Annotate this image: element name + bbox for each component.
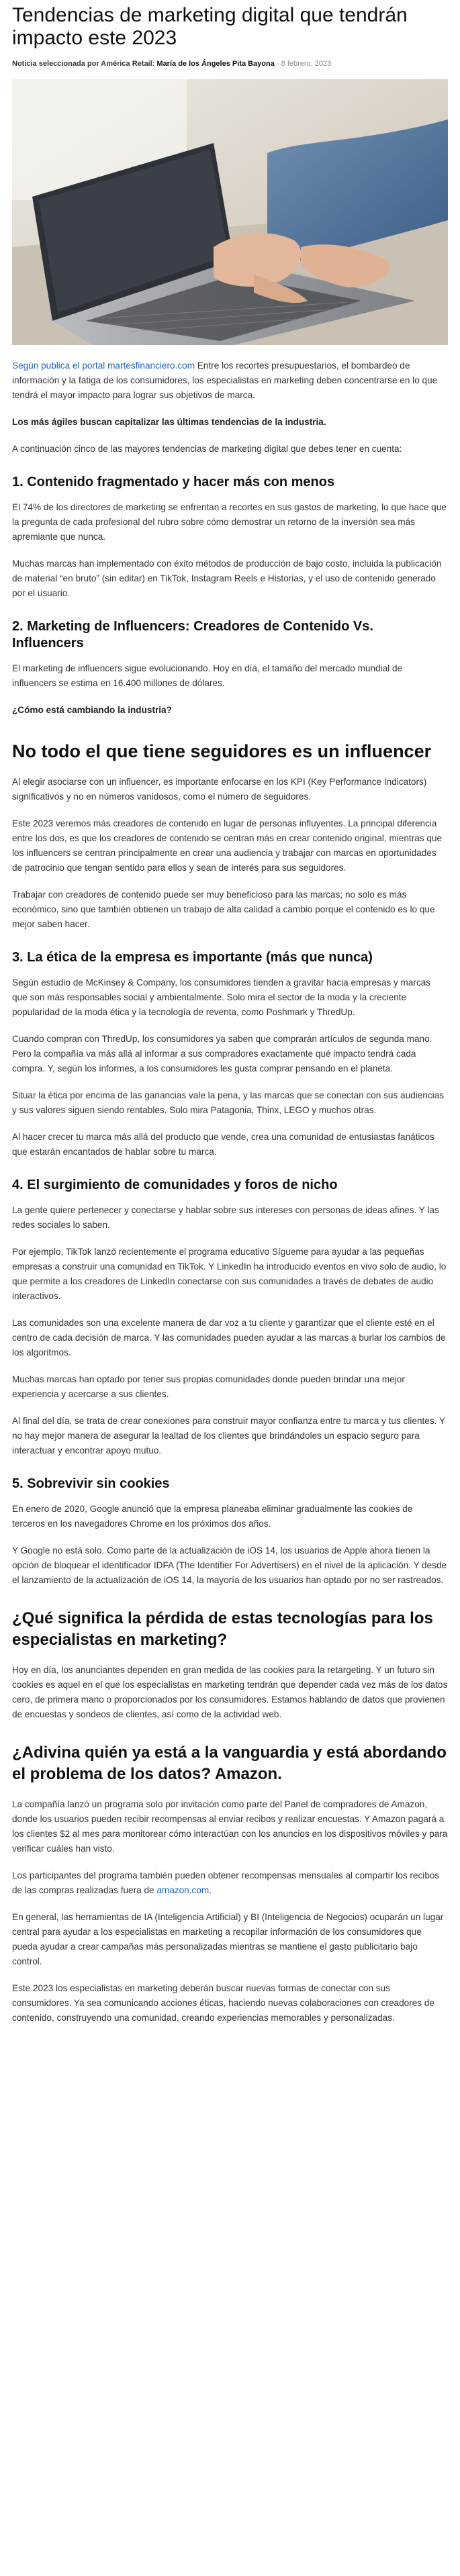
heading-section-5: 5. Sobrevivir sin cookies	[12, 1476, 170, 1491]
s2-p3: Este 2023 veremos más creadores de contenido en lugar de personas influyentes. La principal diferencia entre los dos, es que los creadores de contenido se centran más en crear contenido original, mientras que los influencers se centran principalmente en crear una audiencia y trabajar con marcas en oportunidades de patrocinio que tengan sentido para ellos y sean de interés para sus seguidores.	[12, 818, 443, 873]
s5-p5-end: .	[209, 1885, 212, 1895]
s5-p7: Este 2023 los especialistas en marketing deberán buscar nuevas formas de conectar con sus consumidores. Ya sea comunicando acciones éticas, haciendo nuevas colaboraciones con creadores de contenido, construyendo una comunidad, creando experiencias memorables y personalizadas.	[12, 1983, 434, 2023]
s5-p5-text: Los participantes del programa también pueden obtener recompensas mensuales al compartir los recibos de las compras realizadas fuera de	[12, 1870, 440, 1895]
s4-p5: Al final del día, se trata de crear conexiones para construir mayor confianza entre tu marca y tus clientes. Y no hay mejor manera de asegurar la lealtad de los clientes que brindándoles un espacio seguro para interactuar y encontrar apoyo mutuo.	[12, 1416, 445, 1456]
s1-p2: Muchas marcas han implementado con éxito métodos de producción de bajo costo, incluida la publicación de material “en bruto” (sin editar) en TikTok, Instagram Reels e Historias, y el uso de contenido generado por el usuario.	[12, 559, 442, 598]
intro-paragraph	[12, 359, 448, 403]
s3-p3: Situar la ética por encima de las ganancias vale la pena, y las marcas que se conectan con sus audiencias y sus valores siguen siendo rentables. Solo mira Patagonia, Thinx, LEGO y muchos otras.	[12, 1090, 445, 1115]
s5-p4: La compañía lanzó un programa solo por invitación como parte del Panel de compradores de Amazon, donde los usuarios pueden recibir recompensas al enviar recibos y realizar encuestas. Y Amazon pagará a los clientes $2 al mes para monitorear cómo interactúan con los anuncios en los dispositivos móviles y para verificar cuáles han visto.	[12, 1799, 448, 1854]
laptop-typing-image	[12, 79, 448, 345]
hero-image	[12, 79, 448, 345]
heading-amazon: ¿Adivina quién ya está a la vanguardia y está abordando el problema de los datos? Amazon.	[12, 1744, 447, 1783]
author-link[interactable]: María de los Ángeles Pita Bayona	[156, 60, 275, 68]
s3-p4: Al hacer crecer tu marca más allá del producto que vende, crea una comunidad de entusiastas fanáticos que estarán encantados de hablar sobre tu marca.	[12, 1132, 434, 1157]
bold-intro-text: Los más ágiles buscan capitalizar las últimas tendencias de la industria.	[12, 417, 326, 427]
article-title: Tendencias de marketing digital que tendrán impacto este 2023	[12, 4, 408, 49]
source-link[interactable]: Según publica el portal martesfinanciero.com	[12, 361, 195, 371]
s5-p6: En general, las herramientas de IA (Inteligencia Artificial) y BI (Inteligencia de Negocios) ocuparán un lugar central para ayudar a los especialistas en marketing a recopilar información de los consumidores que pueda ayudar a crear campañas más personalizadas mientras se mantiene el gasto publicitario bajo control.	[12, 1912, 444, 1966]
publish-date: 8 febrero, 2023	[281, 60, 332, 68]
s4-p3: Las comunidades son una excelente manera de dar voz a tu cliente y garantizar que el cliente esté en el centro de cada decisión de marca. Y las comunidades pueden ayudar a las marcas a burlar los cambios de los algoritmos.	[12, 1318, 446, 1357]
s2-question: ¿Cómo está cambiando la industria?	[12, 705, 172, 715]
heading-cookies-question: ¿Qué significa la pérdida de estas tecnologías para los especialistas en marketing?	[12, 1609, 433, 1649]
selected-by-label: Noticia seleccionada por América Retail:	[12, 60, 155, 68]
heading-influencer: No todo el que tiene seguidores es un influencer	[12, 741, 432, 761]
bold-intro	[12, 415, 448, 430]
s3-p1: Según estudio de McKinsey & Company, los consumidores tienden a gravitar hacia empresas y marcas que son más responsables social y ambientalmente. Solo mira el sector de la moda y la creciente popularidad de la moda ética y la tecnología de reventa, como Poshmark y ThredUp.	[12, 977, 431, 1017]
s4-p2: Por ejemplo, TikTok lanzó recientemente el programa educativo Sígueme para ayudar a las pequeñas empresas a construir una comunidad en TikTok. Y LinkedIn ha introducido eventos en vivo solo de audio, lo que permite a los creadores de LinkedIn conectarse con sus comunidades a través de debates de audio interactivos.	[12, 1247, 447, 1301]
s5-p1: En enero de 2020, Google anunció que la empresa planeaba eliminar gradualmente las cookies de terceros en los navegadores Chrome en los próximos dos años.	[12, 1504, 413, 1529]
intro-text: Entre los recortes presupuestarios, el bombardeo de información y la fatiga de los consumidores, los especialistas en marketing deben concentrarse en lo que tendrá el mayor impacto para lograr sus objetivos de marca.	[12, 361, 438, 400]
s2-p4: Trabajar con creadores de contenido puede ser muy beneficioso para las marcas; no solo es más económico, sino que también obtienen un trabajo de alta calidad a cambio porque el contenido es lo que mejor saben hacer.	[12, 890, 435, 929]
s2-p2: Al elegir asociarse con un influencer, es importante enfocarse en los KPI (Key Performance Indicators) significativos y no en números vanidosos, como el número de seguidores.	[12, 777, 427, 802]
s5-p5	[12, 1868, 448, 1898]
heading-section-4: 4. El surgimiento de comunidades y foros de nicho	[12, 1178, 338, 1192]
s5-p2: Y Google no está solo. Como parte de la actualización de iOS 14, los usuarios de Apple ahora tienen la opción de bloquear el identificador IDFA (The Identifier For Advertisers) en el nivel de la aplicación. Y desde el lanzamiento de la actualización de iOS 14, la mayoría de los usuarios han optado por no ser rastreados.	[12, 1545, 447, 1585]
heading-section-3: 3. La ética de la empresa es importante (más que nunca)	[12, 950, 373, 965]
s3-p2: Cuando compran con ThredUp, los consumidores ya saben que comprarán artículos de segunda mano. Pero la compañía va más allá al informar a sus compradores exactamente qué impacto tendrá cada compra. Y, según los informes, a los consumidores les gusta comprar pensando en el planeta.	[12, 1034, 432, 1074]
heading-section-2: 2. Marketing de Influencers: Creadores de Contenido Vs. Influencers	[12, 619, 373, 651]
s1-p1: El 74% de los directores de marketing se enfrentan a recortes en sus gastos de marketing, lo que hace que la pregunta de cada profesional del rubro sobre cómo demostrar un retorno de la inversión sea más apremiante que nunca.	[12, 502, 447, 542]
s2-p1: El marketing de influencers sigue evolucionando. Hoy en día, el tamaño del mercado mundial de influencers se estima en 16.400 millones de dólares.	[12, 663, 403, 688]
s4-p1: La gente quiere pertenecer y conectarse y hablar sobre sus intereses con personas de ideas afines. Y las redes sociales lo saben.	[12, 1205, 439, 1230]
s5-p3: Hoy en día, los anunciantes dependen en gran medida de las cookies para la retargeting. Y un futuro sin cookies es aquel en el que los especialistas en marketing tendrán que depender cada vez más de los datos cero, de primera mano o proporcionados por los consumidores. Estamos hablando de datos que provienen de encuestas y sondeos de clientes, así como de la actividad web.	[12, 1665, 448, 1719]
amazon-link[interactable]: amazon.com	[156, 1885, 210, 1895]
heading-section-1: 1. Contenido fragmentado y hacer más con menos	[12, 475, 335, 489]
intro-2: A continuación cinco de las mayores tendencias de marketing digital que debes tener en cuenta:	[12, 444, 402, 454]
article-meta	[12, 59, 448, 68]
s4-p4: Muchas marcas han optado por tener sus propias comunidades donde pueden brindar una mejor experiencia y acercarse a sus clientes.	[12, 1374, 405, 1399]
meta-separator: -	[276, 60, 279, 68]
